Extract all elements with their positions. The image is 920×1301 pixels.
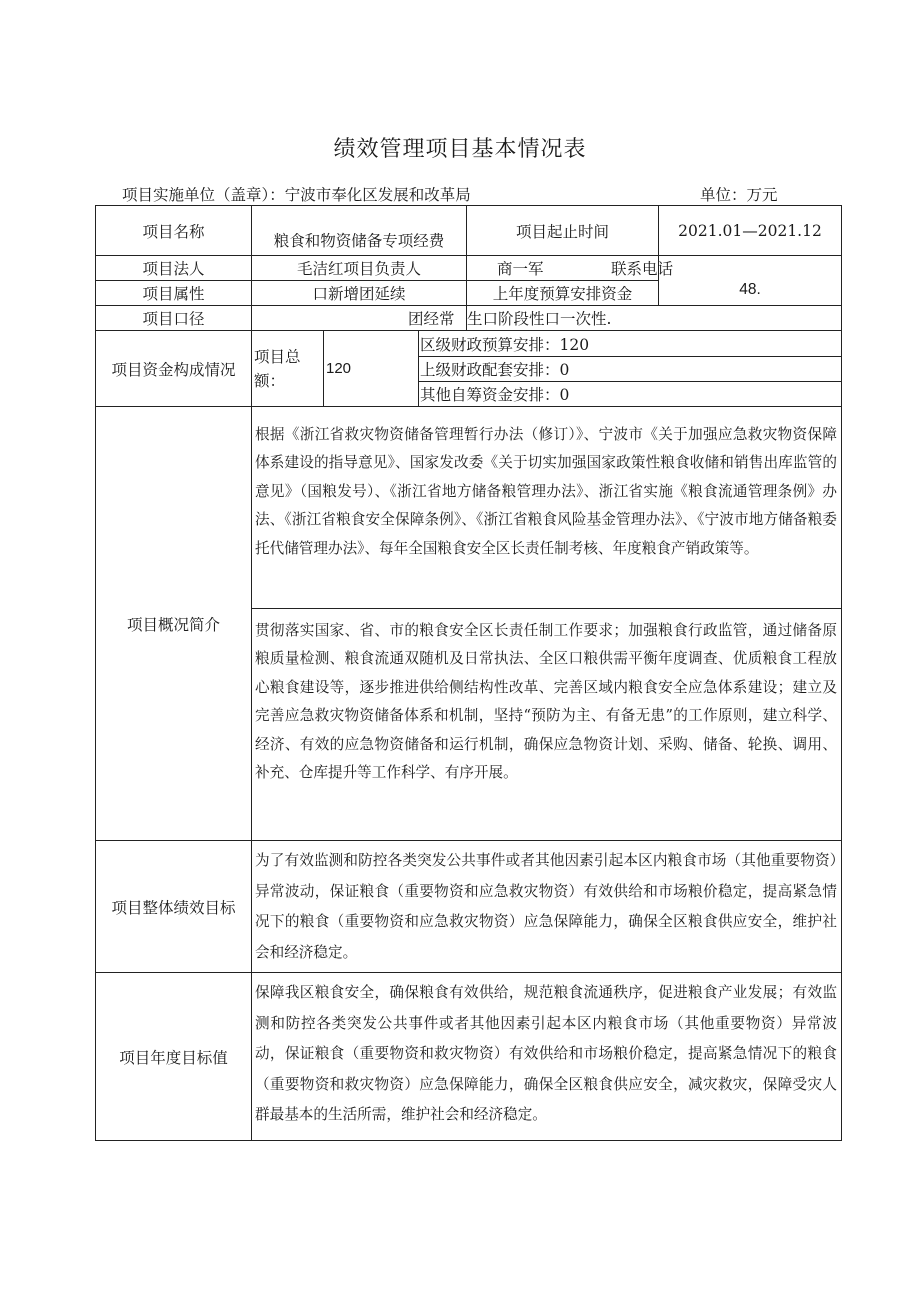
- phone-label: 联系电话: [611, 260, 674, 278]
- project-name-value: 粮食和物资储备专项经费: [273, 232, 445, 250]
- project-scope-label: 项目口径: [142, 310, 205, 328]
- period-value: 2021.01—2021.12: [678, 221, 822, 240]
- project-scope-value: 团经常: [408, 310, 455, 328]
- project-manager: 商一军: [497, 260, 544, 278]
- project-attribute-label: 项目属性: [142, 285, 205, 303]
- prev-budget-value: 48.: [739, 281, 761, 298]
- upper-budget: 上级财政配套安排：0: [420, 361, 570, 379]
- period-label: 项目起止时间: [515, 222, 609, 241]
- funding-composition-label: 项目资金构成情况: [111, 360, 236, 379]
- annual-goal-label: 项目年度目标值: [119, 1048, 228, 1067]
- overview-content: 贯彻落实国家、省、市的粮食安全区长责任制工作要求；加强粮食行政监管，通过储备原粮质量检测、粮食流通双随机及日常执法、全区口粮供需平衡年度调查、优质粮食工程放心粮食建设等，逐步推进供给侧结构性改革、完善区域内粮食安全应急体系建设；建立及完善应急救灾物资储备体系和机制，坚持“预防为主、有备无患”的工作原则，建立科学、经济、有效的应急物资储备和运行机制，确保应急物资计划、采购、储备、轮换、调用、补充、仓库提升等工作科学、有序开展。: [255, 622, 837, 782]
- project-name-label: 项目名称: [142, 222, 205, 241]
- annual-goal-text: 保障我区粮食安全，确保粮食有效供给，规范粮食流通秩序，促进粮食产业发展；有效监测和防控各类突发公共事件或者其他因素引起本区内粮食市场（其他重要物资）异常波动，保证粮食（重要物资和救灾物资）有效供给和市场粮价稳定，提高紧急情况下的粮食（重要物资和救灾物资）应急保障能力，确保全区粮食供应安全，减灾救灾，保障受灾人群最基本的生活所需，维护社会和经济稳定。: [255, 984, 837, 1123]
- page-title: 绩效管理项目基本情况表: [333, 137, 587, 162]
- legal-person-label: 项目法人: [142, 260, 205, 278]
- legal-person-value: 毛洁红项目负责人: [296, 260, 421, 278]
- overview-label: 项目概况简介: [126, 615, 220, 634]
- project-scope-options: 生口阶段性口一次性.: [467, 310, 612, 328]
- total-amount-label: 项目总额：: [254, 348, 301, 390]
- prev-budget-label: 上年度预算安排资金: [492, 285, 633, 303]
- district-budget: 区级财政预算安排：120: [420, 335, 590, 354]
- overall-goal-text: 为了有效监测和防控各类突发公共事件或者其他因素引起本区内粮食市场（其他重要物资）异常波动，保证粮食（重要物资和应急救灾物资）有效供给和市场粮价稳定，提高紧急情况下的粮食（重要物资和应急救灾物资）应急保障能力，确保全区粮食供应安全，维护社会和经济稳定。: [255, 852, 837, 961]
- currency-unit: 单位：万元: [700, 186, 778, 204]
- overall-goal-label: 项目整体绩效目标: [111, 898, 236, 917]
- self-raised-funds: 其他自筹资金安排：0: [420, 386, 570, 404]
- total-amount-value: 120: [326, 359, 352, 377]
- overview-policy-basis: 根据《浙江省救灾物资储备管理暂行办法（修订）》、宁波市《关于加强应急救灾物资保障体系建设的指导意见》、国家发改委《关于切实加强国家政策性粮食收储和销售出库监管的意见》（国粮发号）、《浙江省地方储备粮管理办法》、浙江省实施《粮食流通管理条例》办法、《浙江省粮食安全保障条例》、《浙江省粮食风险基金管理办法》、《宁波市地方储备粮委托代储管理办法》、每年全国粮食安全区长责任制考核、年度粮食产销政策等。: [255, 426, 837, 557]
- implementing-unit: 项目实施单位（盖章）：宁波市奉化区发展和改革局: [122, 186, 471, 204]
- project-attribute-value: 口新增团延续: [312, 285, 406, 303]
